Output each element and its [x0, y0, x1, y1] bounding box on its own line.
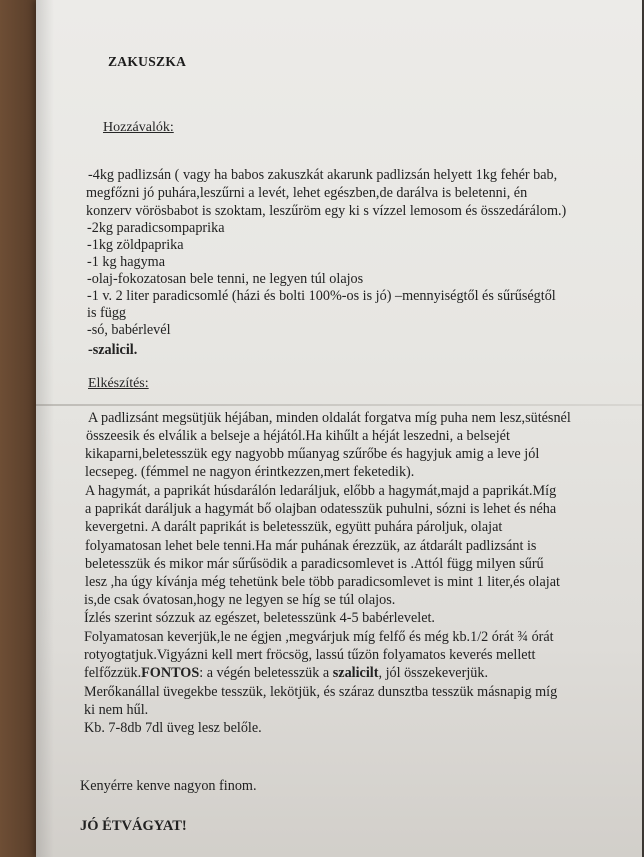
- preparation-line: rotyogtatjuk.Vigyázni kell mert fröcsög, lassú tűzön folyamatos keverés mellett: [84, 647, 536, 663]
- preparation-line: Folyamatosan keverjük,le ne égjen ,megvárjuk míg felfő és még kb.1/2 órát ¾ órát: [84, 629, 554, 645]
- important-label: FONTOS: [141, 665, 200, 681]
- preparation-line: A padlizsánt megsütjük héjában, minden oldalát forgatva míg puha nem lesz,sütésnél: [88, 410, 571, 426]
- preparation-line: összeesik és elválik a belseje a héjától.Ha kihűlt a héját leszedni, a belsejét: [86, 428, 510, 444]
- ingredient-line: -4kg padlizsán ( vagy ha babos zakuszkát akarunk padlizsán helyett 1kg fehér bab,: [88, 167, 558, 183]
- preparation-line: kikaparni,beletesszük egy nagyobb műanyag szűrőbe és hagyjuk amig a leve jól: [85, 446, 540, 462]
- preparation-line: beletesszük és mikor már sűrűsödik a paradicsomlevet is .Attól függ milyen sűrű: [85, 556, 544, 572]
- preparation-line: folyamatosan lehet bele tenni.Ha már puhának érezzük, az átdarált padlizsánt is: [85, 538, 537, 554]
- ingredient-line: -1kg zöldpaprika: [87, 237, 184, 253]
- ingredient-line: konzerv vörösbabot is szoktam, leszűröm egy ki s vízzel lemosom és összedárálom.): [86, 203, 567, 219]
- preparation-line: a paprikát daráljuk a hagymát bő olajban odatesszük puhulni, sózni is lehet és néha: [85, 501, 557, 517]
- preparation-line: kevergetni. A darált paprikát is beletesszük, együtt puhára pároljuk, olajat: [85, 519, 503, 535]
- ingredient-line: is függ: [87, 305, 127, 321]
- preparation-text: , jól összekeverjük.: [378, 665, 488, 681]
- ingredient-line: -szalicil.: [88, 342, 138, 358]
- preparation-line: Merőkanállal üvegekbe tesszük, lekötjük, és száraz dunsztba tesszük másnapig míg: [84, 684, 558, 700]
- ingredient-line: -2kg paradicsompaprika: [87, 220, 225, 236]
- ingredient-line: -1 kg hagyma: [87, 254, 166, 270]
- ingredient-line: -1 v. 2 liter paradicsomlé (házi és bolti 100%-os is jó) –mennyiségtől és sűrűségtől: [87, 288, 556, 304]
- preparation-text: : a végén beletesszük a: [199, 665, 333, 681]
- salicylic-label: szalicilt: [332, 665, 379, 681]
- ingredient-line: megfőzni jó puhára,leszűrni a levét, lehet egészben,de darálva is beletenni, én: [86, 185, 528, 201]
- preparation-heading: Elkészítés:: [88, 376, 149, 391]
- preparation-line: lesz ,ha úgy kívánja még tehetünk bele több paradicsomlevet is mint 1 liter,és olajat: [85, 574, 560, 590]
- sign-off: JÓ ÉTVÁGYAT!: [80, 818, 187, 834]
- preparation-line: A hagymát, a paprikát húsdarálón ledaráljuk, előbb a hagymát,majd a paprikát.Míg: [85, 483, 557, 499]
- preparation-line: Kb. 7-8db 7dl üveg lesz belőle.: [84, 720, 262, 736]
- ingredients-heading: Hozzávalók:: [103, 120, 174, 135]
- recipe-title: ZAKUSZKA: [108, 54, 187, 69]
- preparation-line: lecsepeg. (fémmel ne nagyon érintkezzen,mert feketedik).: [85, 464, 415, 480]
- closing-line: Kenyérre kenve nagyon finom.: [80, 778, 257, 794]
- preparation-line: Ízlés szerint sózzuk az egészet, beletesszünk 4-5 babérlevelet.: [84, 610, 435, 626]
- preparation-text: felfőzzük.: [84, 665, 142, 681]
- preparation-line: ki nem hűl.: [84, 702, 149, 718]
- preparation-line: [84, 665, 488, 682]
- ingredient-line: -só, babérlevél: [87, 322, 171, 338]
- preparation-line: is,de csak óvatosan,hogy ne legyen se híg se túl olajos.: [84, 592, 396, 608]
- ingredient-line: -olaj-fokozatosan bele tenni, ne legyen túl olajos: [87, 271, 364, 287]
